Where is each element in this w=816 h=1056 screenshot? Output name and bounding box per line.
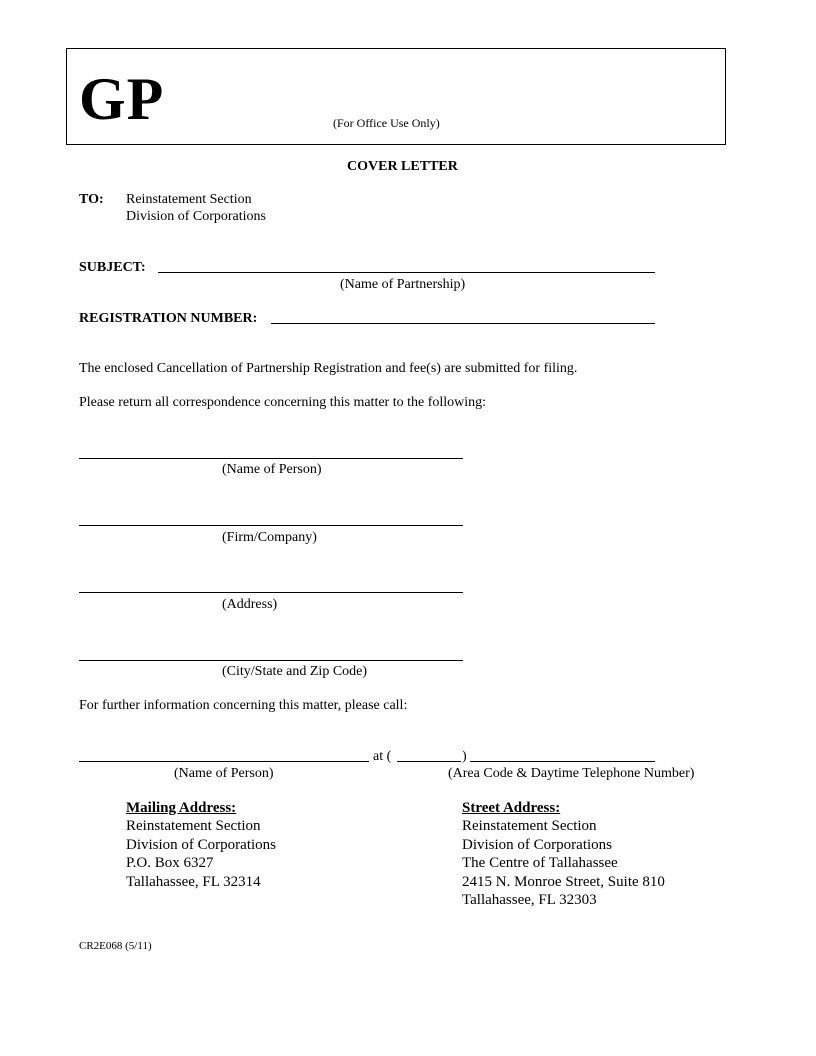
body-paragraph-1: The enclosed Cancellation of Partnership Registration and fee(s) are submitted for filing. — [79, 361, 578, 376]
call-intro: For further information concerning this matter, please call: — [79, 698, 408, 713]
mailing-address-line-4: Tallahassee, FL 32314 — [126, 874, 261, 890]
street-address-line-4: 2415 N. Monroe Street, Suite 810 — [462, 874, 665, 890]
call-name-caption: (Name of Person) — [174, 766, 274, 781]
street-address-heading: Street Address: — [462, 800, 561, 816]
subject-caption: (Name of Partnership) — [340, 277, 466, 292]
mailing-address-line-2: Division of Corporations — [126, 837, 276, 853]
subject-label: SUBJECT: — [79, 260, 146, 275]
office-use-box — [66, 48, 726, 145]
return-address-line[interactable] — [79, 592, 463, 593]
mailing-address-line-1: Reinstatement Section — [126, 818, 261, 834]
street-address-line-3: The Centre of Tallahassee — [462, 855, 618, 871]
to-line-2: Division of Corporations — [126, 209, 266, 224]
return-firm-line[interactable] — [79, 525, 463, 526]
to-line-1: Reinstatement Section — [126, 192, 252, 207]
return-name-line[interactable] — [79, 458, 463, 459]
call-area-code-line[interactable] — [397, 761, 461, 762]
street-address-line-2: Division of Corporations — [462, 837, 612, 853]
return-city-caption: (City/State and Zip Code) — [222, 664, 368, 679]
street-address-line-5: Tallahassee, FL 32303 — [462, 892, 597, 908]
return-address-caption: (Address) — [222, 597, 278, 612]
mailing-address-heading: Mailing Address: — [126, 800, 237, 816]
mailing-address-line-3: P.O. Box 6327 — [126, 855, 214, 871]
call-at-close: ) — [462, 749, 467, 764]
return-name-caption: (Name of Person) — [222, 462, 322, 477]
call-name-line[interactable] — [79, 761, 369, 762]
return-city-line[interactable] — [79, 660, 463, 661]
return-firm-caption: (Firm/Company) — [222, 530, 317, 545]
registration-input-line[interactable] — [271, 323, 655, 324]
to-label: TO: — [79, 192, 104, 207]
form-logo: GP — [79, 66, 165, 132]
call-at-open: at ( — [373, 749, 392, 764]
call-phone-caption: (Area Code & Daytime Telephone Number) — [448, 766, 695, 781]
registration-label: REGISTRATION NUMBER: — [79, 311, 258, 326]
subject-input-line[interactable] — [158, 272, 655, 273]
body-paragraph-2: Please return all correspondence concerning this matter to the following: — [79, 395, 487, 410]
form-code: CR2E068 (5/11) — [79, 940, 152, 952]
call-phone-line[interactable] — [470, 761, 655, 762]
page-title: COVER LETTER — [347, 159, 458, 174]
street-address-line-1: Reinstatement Section — [462, 818, 597, 834]
office-use-label: (For Office Use Only) — [333, 116, 440, 130]
